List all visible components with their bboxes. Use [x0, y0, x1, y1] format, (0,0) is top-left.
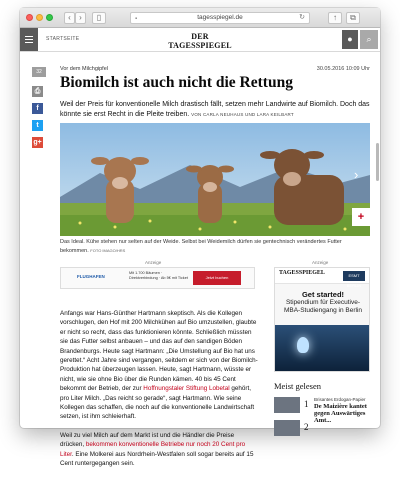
user-icon[interactable]: ● — [342, 30, 358, 49]
most-read-kicker: Brisantes Erdogan-Papier — [314, 397, 366, 402]
expand-image-icon[interactable]: + — [352, 208, 370, 226]
most-read-rank: 1 — [304, 399, 309, 409]
article-kicker: Vor dem Milchgipfel — [60, 66, 108, 72]
most-read-item[interactable] — [274, 419, 370, 439]
paragraph: Anfangs war Hans-Günther Hartmann skeptisch. Als die Kollegen vorschlugen, den Hof mit 200 Milchkühen auf Bio umzustellen, glaubte er nicht so recht, dass das funktionieren könnte. Schließlich müssten sie das Futter selbst anbauen – und das auf den sandigen Böden Brandenburgs. Heute sagt Hartmann: „Die Umstellung auf Bio hat uns gerettet.“ Acht Jahre sind vergangen, seitdem er sich von der Biomilch-Produktion hat überzeugen lassen. Heute, sagt Hartmann, wüsste er nicht, wie sie ohne Bio über die Runden kämen. 40 bis 45 Cent bekommt der Betrieb, der zur Hoffnungstaler Stiftung Lobetal gehört, pro Liter Milch. „Das reicht so gerade“, sagt Hartmann. Wie seine Kollegen das schaffen, die noch auf die konventionelle Landwirtschaft setzen, ist ihm schleierhaft. — [60, 310, 258, 421]
forward-button[interactable]: › — [75, 12, 86, 24]
browser-toolbar — [20, 8, 380, 28]
article-byline: VON CARLA NEUHAUS UND LARA KEILBART — [191, 112, 294, 117]
site-logo[interactable]: DER TAGESSPIEGEL — [168, 32, 232, 50]
caption-text: Das Ideal. Kühe stehen nur selten auf der Weide. Selbst bei Weidemilch dürfen sie gentechnisch verändertes Futter bekommen. — [60, 239, 342, 254]
most-read-heading: Meist gelesen — [274, 381, 321, 391]
sidebar-ad[interactable] — [274, 267, 370, 372]
photo-credit: FOTO IMAGO/HRS — [90, 247, 126, 253]
banner-ad-brand: FLUGHAFEN — [77, 274, 105, 279]
inline-link[interactable]: bekommen konventionelle Betriebe nur noch 20 Cent pro Liter — [60, 441, 246, 458]
sidebar-ad-subline: Stipendium für Executive-MBA-Studiengang in Berlin — [283, 299, 363, 314]
sidebar-ad-badge: ESMT BERLIN — [343, 271, 365, 281]
minimize-window-button[interactable] — [36, 14, 43, 21]
image-caption — [60, 239, 370, 255]
tabs-overview-icon[interactable]: ⧉ — [346, 12, 360, 24]
article-headline: Biomilch ist auch nicht die Rettung — [60, 74, 293, 91]
lock-icon: ▪ — [135, 16, 138, 22]
menu-button[interactable] — [20, 28, 38, 51]
article-body — [60, 309, 260, 478]
cows-photo — [60, 123, 370, 236]
google-plus-icon[interactable]: g+ — [33, 139, 42, 146]
share-bar — [32, 86, 44, 154]
share-icon[interactable]: ↑ — [328, 12, 342, 24]
banner-ad-cta[interactable]: Jetzt buchen — [193, 271, 241, 285]
gallery-next-icon[interactable]: › — [354, 167, 359, 182]
page-scrollbar[interactable] — [376, 143, 379, 181]
reload-icon[interactable]: ↻ — [299, 14, 305, 21]
inline-link[interactable]: Hoffnungstaler Stiftung Lobetal — [143, 385, 230, 393]
twitter-icon[interactable]: t — [32, 120, 43, 131]
article-date: 30.05.2016 10:09 Uhr — [316, 66, 370, 72]
ad-label-banner: Anzeige — [145, 260, 162, 265]
most-read-thumbnail — [274, 397, 300, 413]
back-button[interactable]: ‹ — [64, 12, 75, 24]
hamburger-icon — [25, 36, 33, 37]
most-read-thumbnail — [274, 420, 300, 436]
hero-image[interactable] — [60, 123, 370, 236]
paragraph: Weil zu viel Milch auf dem Markt ist und die Händler die Preise drücken, bekommen konventionelle Betriebe nur noch 20 Cent pro Liter. Eine Molkerei aus Nordrhein-Westfalen soll sogar bereits auf 15 Cent runtergegangen sein. — [60, 431, 254, 468]
print-icon[interactable]: ⎙ — [32, 86, 43, 97]
sidebar-ad-logo: TAGESSPIEGEL — [279, 270, 325, 276]
article-teaser — [60, 100, 370, 120]
ad-label-sidebar: Anzeige — [312, 260, 329, 265]
most-read-item[interactable] — [274, 396, 370, 424]
sidebar-toggle-icon[interactable]: ▯ — [92, 12, 106, 24]
browser-window — [20, 8, 380, 468]
address-text: tagesspiegel.de — [197, 14, 243, 21]
close-window-button[interactable] — [26, 14, 33, 21]
facebook-icon[interactable]: f — [32, 103, 43, 114]
sidebar-ad-image — [275, 325, 369, 371]
search-icon[interactable]: ⌕ — [360, 30, 378, 49]
most-read-rank: 2 — [304, 422, 309, 432]
zoom-window-button[interactable] — [46, 14, 53, 21]
banner-ad-text: Mit 1.700 Bäumen · Direktverbindung · Ab 5€ mit Ticket — [129, 271, 188, 280]
sidebar-ad-headline: Get started! — [301, 290, 345, 299]
site-header — [20, 28, 380, 52]
address-bar[interactable] — [130, 12, 310, 24]
startseite-link[interactable]: STARTSEITE — [46, 36, 80, 42]
most-read-title: De Maizière kantet gegen Auswärtiges Amt... — [314, 403, 367, 424]
lightbulb-icon — [297, 337, 309, 353]
comment-count-badge[interactable]: 32 — [32, 67, 46, 77]
banner-ad[interactable] — [60, 267, 255, 289]
teaser-text: Weil der Preis für konventionelle Milch drastisch fällt, setzen mehr Landwirte auf Biomilch. Doch das könnte sie erst Recht in die Pleite treiben. — [60, 101, 370, 118]
article-page — [20, 53, 380, 468]
